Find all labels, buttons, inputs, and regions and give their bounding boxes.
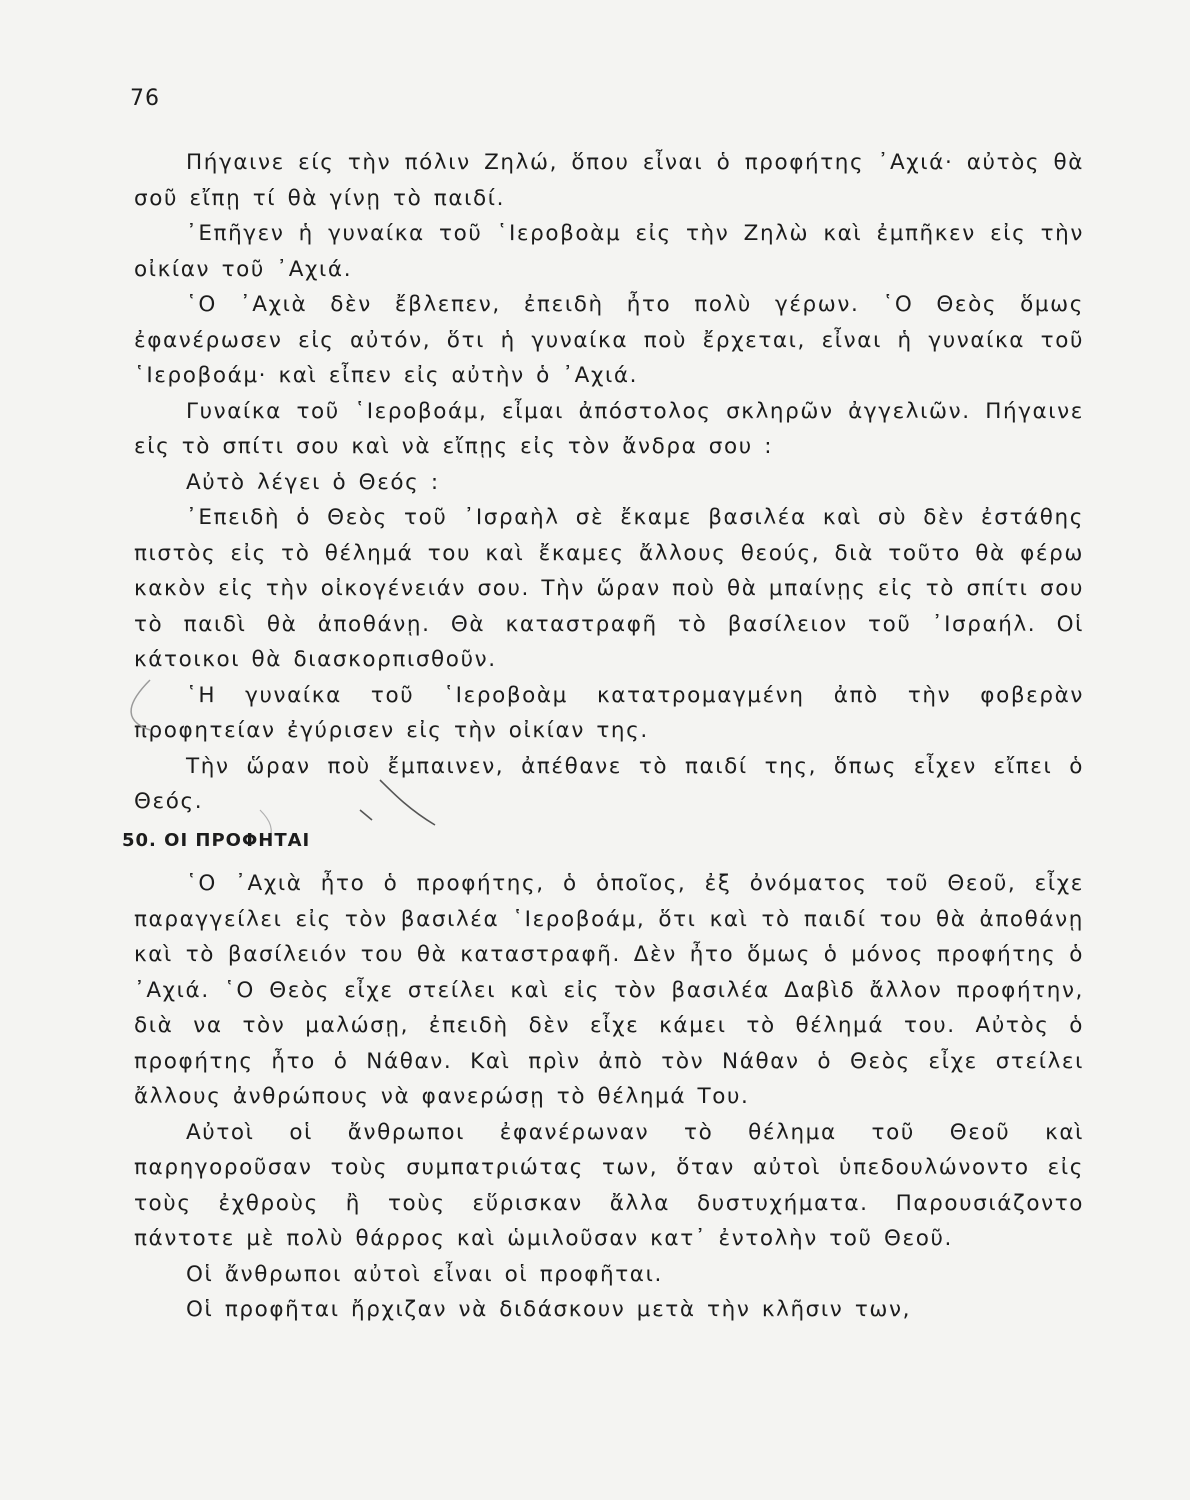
- paragraph: Πήγαινε είς τὴν πόλιν Ζηλώ, ὅπου εἶναι ὁ προφήτης ᾿Αχιά· αὐτὸς θὰ σοῦ εἴπῃ τί θὰ γίνῃ τὸ παιδί.: [134, 150, 1084, 211]
- paragraph: Τὴν ὥραν ποὺ ἔμπαινεν, ἀπέθανε τὸ παιδί της, ὅπως εἶχεν εἴπει ὁ Θεός.: [134, 753, 1084, 814]
- paragraph: Οἱ προφῆται ἤρχιζαν νὰ διδάσκουν μετὰ τὴν κλῆσιν των,: [186, 1297, 912, 1322]
- section-text: [134, 866, 1084, 1328]
- paragraph: Οἱ ἄνθρωποι αὐτοὶ εἶναι οἱ προφῆται.: [186, 1261, 663, 1287]
- paragraph: ῾Η γυναίκα τοῦ ῾Ιεροβοὰμ κατατρομαγμένη ἀπὸ τὴν φοβερὰν προφητείαν ἐγύρισεν εἰς τὴν οἰκίαν της.: [134, 682, 1084, 743]
- paragraph: Γυναίκα τοῦ ῾Ιεροβοάμ, εἶμαι ἀπόστολος σκληρῶν ἀγγελιῶν. Πήγαινε εἰς τὸ σπίτι σου καὶ νὰ εἴπῃς εἰς τὸν ἄνδρα σου :: [134, 398, 1084, 459]
- page-number: 76: [130, 86, 160, 111]
- paragraph: ᾿Επῆγεν ἡ γυναίκα τοῦ ῾Ιεροβοὰμ εἰς τὴν Ζηλὼ καὶ ἐμπῆκεν εἰς τὴν οἰκίαν τοῦ ᾿Αχιά.: [134, 221, 1084, 282]
- section-heading: 50. ΟΙ ΠΡΟΦΗΤΑΙ: [122, 830, 311, 851]
- paragraph: ῾Ο ᾿Αχιὰ δὲν ἔβλεπεν, ἐπειδὴ ἦτο πολὺ γέρων. ῾Ο Θεὸς ὅμως ἐφανέρωσεν εἰς αὐτόν, ὅτι ἡ γυναίκα ποὺ ἔρχεται, εἶναι ἡ γυναίκα τοῦ ῾Ιεροβοάμ· καὶ εἶπεν εἰς αὐτὴν ὁ ᾿Αχιά.: [134, 292, 1084, 388]
- paragraph: Αὐτοὶ οἱ ἄνθρωποι ἐφανέρωναν τὸ θέλημα τοῦ Θεοῦ καὶ παρηγοροῦσαν τοὺς συμπατριώτας των, ὅταν αὐτοὶ ὑπεδουλώνοντο εἰς τοὺς ἐχθροὺς ἢ τοὺς εὕρισκαν ἄλλα δυστυχήματα. Παρουσιάζοντο πάντοτε μὲ πολὺ θάρρος καὶ ὡμιλοῦσαν κατ᾿ ἐντολὴν τοῦ Θεοῦ.: [134, 1119, 1084, 1251]
- paragraph: Αὐτὸ λέγει ὁ Θεός :: [186, 469, 440, 495]
- paragraph: ᾿Επειδὴ ὁ Θεὸς τοῦ ᾿Ισραὴλ σὲ ἔκαμε βασιλέα καὶ σὺ δὲν ἐστάθης πιστὸς εἰς τὸ θέλημά του καὶ ἔκαμες ἄλλους θεούς, διὰ τοῦτο θὰ φέρω κακὸν εἰς τὴν οἰκογένειάν σου. Τὴν ὥραν ποὺ θὰ μπαίνῃς εἰς τὸ σπίτι σου τὸ παιδὶ θὰ ἀποθάνῃ. Θὰ καταστραφῆ τὸ βασίλειον τοῦ ᾿Ισραήλ. Οἱ κάτοικοι θὰ διασκορπισθοῦν.: [134, 505, 1084, 672]
- paragraph: ῾Ο ᾿Αχιὰ ἦτο ὁ προφήτης, ὁ ὁποῖος, ἐξ ὀνόματος τοῦ Θεοῦ, εἶχε παραγγείλει εἰς τὸν βασιλέα ῾Ιεροβοάμ, ὅτι καὶ τὸ παιδί του θὰ ἀποθάνῃ καὶ τὸ βασίλειόν του θὰ καταστραφῆ. Δὲν ἦτο ὅμως ὁ μόνος προφήτης ὁ ᾿Αχιά. ῾Ο Θεὸς εἶχε στείλει καὶ εἰς τὸν βασιλέα Δαβὶδ ἄλλον προφήτην, διὰ να τὸν μαλώσῃ, ἐπειδὴ δὲν εἶχε κάμει τὸ θέλημά του. Αὐτὸς ὁ προφήτης ἦτο ὁ Νάθαν. Καὶ πρὶν ἀπὸ τὸν Νάθαν ὁ Θεὸς εἶχε στείλει ἄλλους ἀνθρώπους νὰ φανερώσῃ τὸ θέλημά Του.: [134, 871, 1084, 1109]
